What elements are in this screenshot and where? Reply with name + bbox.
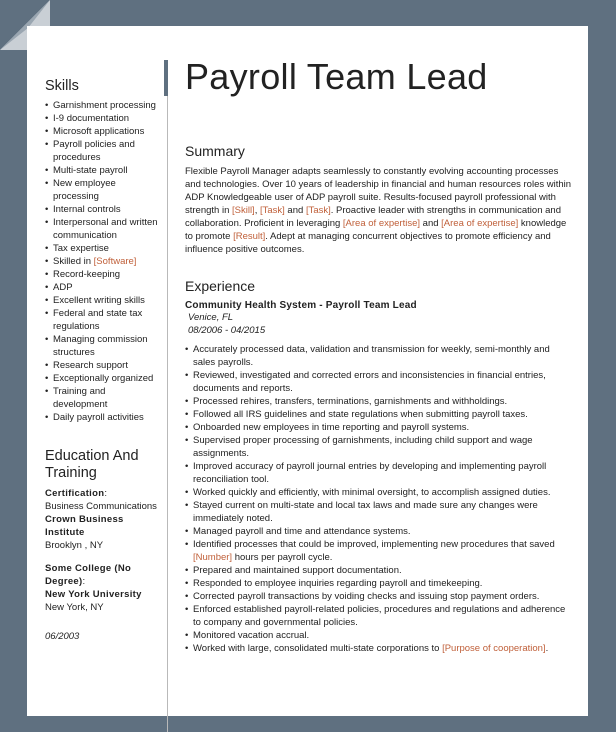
text-run: New employee processing	[53, 178, 116, 202]
skill-item	[45, 125, 160, 138]
text-run: Identified processes that could be improved, implementing new procedures that saved	[193, 539, 555, 550]
resume-page	[27, 26, 588, 716]
education-entry-1-degree: Certification:	[45, 488, 107, 499]
title-accent-bar	[164, 60, 168, 96]
duty-item	[185, 499, 573, 525]
skill-item	[45, 203, 160, 216]
text-run: Garnishment processing	[53, 100, 156, 111]
text-run: Improved accuracy of payroll journal entries by developing and implementing payroll reconciliation tool.	[193, 461, 547, 485]
text-run: . Proactive leader with strengths in communication and collaboration. Proficient in leveraging	[185, 205, 561, 229]
duty-item	[185, 421, 573, 434]
text-run: Responded to employee inquiries regarding payroll and timekeeping.	[193, 578, 483, 589]
placeholder-text: [Result]	[233, 231, 266, 242]
placeholder-text: [Skill]	[232, 205, 255, 216]
skill-item	[45, 268, 160, 281]
text-run: Microsoft applications	[53, 126, 145, 137]
text-run: Internal controls	[53, 204, 121, 215]
text-run: hours per payroll cycle.	[232, 552, 333, 563]
text-run: .	[545, 643, 549, 654]
text-run: ,	[254, 205, 260, 216]
text-run: Federal and state tax regulations	[53, 308, 143, 332]
skill-item	[45, 99, 160, 112]
summary-heading: Summary	[185, 143, 245, 159]
duty-item	[185, 629, 573, 642]
main-content	[185, 143, 573, 655]
text-run: and	[284, 205, 306, 216]
duty-item	[185, 434, 573, 460]
duty-item	[185, 564, 573, 577]
skill-item	[45, 216, 160, 242]
text-run: Followed all IRS guidelines and state regulations when submitting payroll taxes.	[193, 409, 528, 420]
skill-item	[45, 372, 160, 385]
text-run: Corrected payroll transactions by voiding checks and issuing stop payment orders.	[193, 591, 540, 602]
duty-item	[185, 369, 573, 395]
text-run: Managed payroll and time and attendance systems.	[193, 526, 411, 537]
placeholder-text: [Software]	[93, 256, 137, 267]
text-run: Record-keeping	[53, 269, 121, 280]
skills-list	[45, 99, 160, 424]
sidebar	[45, 78, 160, 643]
duties-list	[185, 343, 573, 655]
duty-item	[185, 395, 573, 408]
skill-item	[45, 385, 160, 411]
resume-title: Payroll Team Lead	[185, 56, 488, 97]
duty-item	[185, 525, 573, 538]
text-run: Worked quickly and efficiently, with minimal oversight, to accomplish assigned duties.	[193, 487, 551, 498]
text-run: Onboarded new employees in time reporting and payroll systems.	[193, 422, 470, 433]
education-section	[45, 487, 160, 643]
job-location: Venice, FL	[188, 312, 234, 323]
duty-item	[185, 538, 573, 564]
skill-item	[45, 164, 160, 177]
experience-heading: Experience	[185, 278, 256, 294]
job-title: Community Health System - Payroll Team Lead	[185, 300, 417, 311]
text-run: Tax expertise	[53, 243, 109, 254]
job-dates: 08/2006 - 04/2015	[188, 325, 266, 336]
skill-item	[45, 177, 160, 203]
text-run: Daily payroll activities	[53, 412, 144, 423]
text-run: Skilled in	[53, 256, 94, 267]
skill-item	[45, 333, 160, 359]
text-run: Processed rehires, transfers, terminations, garnishments and withholdings.	[193, 396, 508, 407]
skill-item	[45, 138, 160, 164]
education-entry-2-location: New York, NY	[45, 602, 104, 613]
education-entry-2-school: New York University	[45, 589, 142, 600]
text-run: Prepared and maintained support documentation.	[193, 565, 402, 576]
text-run: Multi-state payroll	[53, 165, 128, 176]
text-run: Supervised proper processing of garnishments, including child support and wage assignments.	[193, 435, 533, 459]
placeholder-text: [Number]	[193, 552, 233, 563]
duty-item	[185, 642, 573, 655]
skill-item	[45, 359, 160, 372]
text-run: and	[420, 218, 442, 229]
text-run: Stayed current on multi-state and local tax laws and made sure any changes were immediately noted.	[193, 500, 538, 524]
education-entry-1-field: Business Communications	[45, 501, 157, 512]
text-run: I-9 documentation	[53, 113, 130, 124]
duty-item	[185, 343, 573, 369]
duty-item	[185, 577, 573, 590]
duty-item	[185, 460, 573, 486]
placeholder-text: [Area of expertise]	[441, 218, 519, 229]
text-run: . Adept at managing concurrent objectives to promote efficiency and influence positive outcomes.	[185, 231, 551, 255]
skills-heading: Skills	[45, 78, 79, 94]
summary-text	[185, 165, 573, 256]
skill-item	[45, 307, 160, 333]
text-run: Monitored vacation accrual.	[193, 630, 310, 641]
text-run: Flexible Payroll Manager adapts seamlessly to constantly evolving accounting processes and technologies. Over 10 years of leadership in financial and human resources roles within ADP Knowledgeable user of ADP payroll suite. Results-focused payroll professional with strength in	[185, 166, 572, 216]
duty-item	[185, 590, 573, 603]
placeholder-text: [Area of expertise]	[342, 218, 421, 229]
skill-item	[45, 294, 160, 307]
text-run: Excellent writing skills	[53, 295, 145, 306]
text-run: Enforced established payroll-related policies, procedures and regulations and adherence to company and governmental policies.	[193, 604, 566, 628]
skill-item	[45, 112, 160, 125]
education-entry-1-location: Brooklyn , NY	[45, 540, 104, 551]
text-run: Managing commission structures	[53, 334, 148, 358]
placeholder-text: [Purpose of cooperation]	[442, 643, 546, 654]
text-run: Payroll policies and procedures	[53, 139, 135, 163]
placeholder-text: [Task]	[259, 205, 285, 216]
text-run: Exceptionally organized	[53, 373, 154, 384]
education-entry-2-degree: Some College (No Degree):	[45, 563, 132, 587]
text-run: Accurately processed data, validation and transmission for weekly, semi-monthly and sales payrolls.	[193, 344, 550, 368]
text-run: Interpersonal and written communication	[53, 217, 158, 241]
education-heading: Education And Training	[45, 448, 139, 481]
text-run: Research support	[53, 360, 128, 371]
text-run: Training and development	[53, 386, 108, 410]
text-run: Reviewed, investigated and corrected errors and inconsistencies in financial entries, documents and reports.	[193, 370, 546, 394]
text-run: Worked with large, consolidated multi-state corporations to	[193, 643, 443, 654]
skill-item	[45, 255, 160, 268]
text-run: ADP	[53, 282, 73, 293]
duty-item	[185, 408, 573, 421]
education-date: 06/2003	[45, 631, 80, 642]
duty-item	[185, 486, 573, 499]
education-entry-1-school: Crown Business Institute	[45, 514, 124, 538]
placeholder-text: [Task]	[305, 205, 331, 216]
column-divider	[167, 92, 168, 732]
duty-item	[185, 603, 573, 629]
skill-item	[45, 411, 160, 424]
text-run: knowledge to promote	[185, 218, 567, 242]
skill-item	[45, 242, 160, 255]
skill-item	[45, 281, 160, 294]
